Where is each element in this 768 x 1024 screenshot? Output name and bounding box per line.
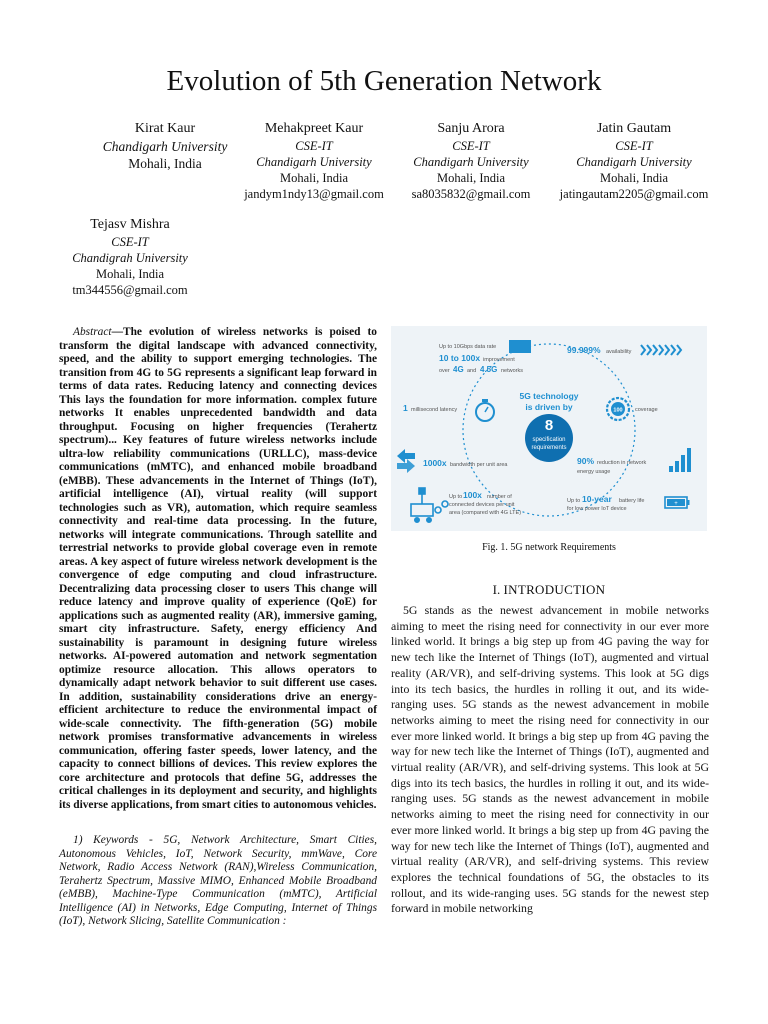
author-name: Sanju Arora bbox=[437, 121, 505, 136]
author-dept: CSE-IT bbox=[295, 139, 333, 153]
abstract-text: —The evolution of wireless networks is poised to transform the digital landscape with advanced connectivity, speed, and the ability to support emerging technologies. The transition from 4G to 5G represents a significant leap forward in terms of data rates. Reducing latency and connecting devices This lays the foundation for more information. complex future networks It enables unprecedented bandwidth and data throughput. Focusing on higher frequencies (Terahertz spectrum)... Key features of future wireless networks include ultra-low reliability communications (URLLC), mass-device communications (mMTC), and enhanced mobile broadband (eMBB). These advancements in the Internet of Things (IoT), artificial intelligence (AI), virtual reality (will support technologies such as VR), automation, which require seamless connectivity and real-time data processing. In the future, networks will integrate communications. Through satellite and terrestrial networks to provide global coverage even in remote areas. A key aspect of future wireless network development is the convergence of edge computing and cloud infrastructure. Decentralizing data processing closer to users This change will reduce latency and improve quality of experience (QoE) for applications such as augmented reality (AR), immersive gaming, smart city infrastructure. Safety, energy efficiency And sustainability is paramount in designing future wireless networks. AI-powered automation and network segmentation optimize resource allocation. This allows operators to dynamically adapt network behavior to suit different use cases. In addition, sustainability considerations drive an energy-efficient architecture to reduce the environmental impact of wide-scale connectivity. The fifth-generation (5G) mobile network promises transformative advancements in wireless communication, offering faster speeds, lower latency, and the capacity to connect billions of devices. This review explores the core architecture and protocols that define 5G, addresses the critical challenges in its deployment and security, and highlights its diverse applications, from smart cities to autonomous vehicles. bbox=[59, 326, 377, 811]
author-location: Mohali, India bbox=[95, 267, 165, 281]
data-rate-rest: improvement bbox=[483, 357, 515, 363]
data-rate-over: over bbox=[439, 368, 450, 374]
author-affiliation: Chandigarh University bbox=[576, 155, 692, 169]
author-email: sa8035832@gmail.com bbox=[411, 187, 531, 201]
availability-number: 99.999% bbox=[567, 345, 601, 355]
author-dept: CSE-IT bbox=[615, 139, 653, 153]
devices-text-2: connected devices per unit bbox=[449, 502, 515, 508]
battery-text-2: for low power IoT device bbox=[567, 506, 627, 512]
center-line-2: is driven by bbox=[525, 402, 573, 412]
section-number: I. bbox=[492, 582, 501, 597]
introduction-text: 5G stands as the newest advancement in mobile networks aiming to meet the rising need for connectivity in our ever more linked world. It brings a big step up from 4G paving the way for new tech like the Internet of Things (IoT), augmented and virtual reality (AR/VR), and self-driving systems. This look at 5G digs into its tech basics, the hurdles in rolling it out, and its wide-ranging uses. 5G stands as the newest advancement in mobile networks aiming to meet the rising need for connectivity in our ever more linked world. It brings a big step up from 4G paving the way for new tech like the Internet of Things (IoT), augmented and virtual reality (AR/VR), and self-driving systems. This look at 5G digs into its tech basics, the hurdles in rolling it out, and its wide-ranging uses. 5G stands as the newest advancement in mobile networks aiming to meet the rising need for connectivity in our ever more linked world. It brings a big step up from 4G paving the way for new tech like the Internet of Things (IoT), augmented and virtual reality (AR/VR), and self-driving systems. This review explores the technical foundations of 5G, the obstacles to its rollout, and its wide-ranging uses. 5G stands for the newest step forward in mobile networking bbox=[391, 603, 709, 916]
author-email: tm344556@gmail.com bbox=[72, 283, 188, 297]
bandwidth-number: 1000x bbox=[423, 458, 447, 468]
data-rate-big: 10 to 100x bbox=[439, 353, 481, 363]
paper-title: Evolution of 5th Generation Network bbox=[166, 65, 602, 97]
author-name: Kirat Kaur bbox=[134, 121, 196, 136]
author-affiliation: Chandigarh University bbox=[102, 139, 228, 154]
availability-text: availability bbox=[606, 349, 632, 355]
data-rate-networks: networks bbox=[501, 368, 524, 374]
figure-5g-requirements bbox=[391, 326, 707, 531]
latency-number: 1 bbox=[403, 403, 408, 413]
author-affiliation: Chandigarh University bbox=[256, 155, 372, 169]
center-line-1: 5G technology bbox=[519, 391, 579, 401]
abstract bbox=[59, 326, 377, 812]
section-heading bbox=[391, 582, 707, 598]
author-location: Mohali, India bbox=[128, 156, 202, 171]
devices-number: 100x bbox=[463, 490, 482, 500]
coverage-icon-label: 100 bbox=[613, 407, 623, 414]
author-email: jandym1ndy13@gmail.com bbox=[244, 187, 384, 201]
center-line-4: requirements bbox=[531, 445, 567, 451]
battery-number: 10-year bbox=[582, 494, 612, 504]
bandwidth-text: bandwidth per unit area bbox=[450, 462, 508, 468]
latency-text: millisecond latency bbox=[411, 407, 458, 413]
data-rate-and: and bbox=[467, 368, 477, 374]
author-affiliation: Chandigarh University bbox=[413, 155, 529, 169]
data-rate-small: Up to 10Gbps data rate bbox=[439, 344, 497, 350]
author-name: Tejasv Mishra bbox=[90, 217, 170, 232]
devices-text-3: area (compared with 4G LTE) bbox=[449, 510, 522, 516]
figure-caption: Fig. 1. 5G network Requirements bbox=[482, 542, 616, 553]
author-dept: CSE-IT bbox=[452, 139, 490, 153]
battery-pre: Up to bbox=[567, 498, 581, 504]
devices-text-1: number of bbox=[487, 494, 512, 500]
author-dept: CSE-IT bbox=[111, 235, 149, 249]
left-column bbox=[59, 326, 377, 929]
energy-text-2: energy usage bbox=[577, 469, 611, 475]
author-location: Mohali, India bbox=[436, 171, 506, 185]
data-rate-45g: 4.5G bbox=[480, 365, 498, 374]
author-block-4 bbox=[554, 120, 714, 202]
author-block-3 bbox=[391, 120, 551, 202]
author-email: jatingautam2205@gmail.com bbox=[559, 187, 709, 201]
abstract-label: Abstract bbox=[73, 326, 112, 338]
infographic bbox=[391, 326, 707, 531]
center-number: 8 bbox=[544, 417, 554, 434]
energy-text-1: reduction in network bbox=[597, 460, 647, 466]
data-rate-4g: 4G bbox=[453, 365, 464, 374]
author-block-2 bbox=[234, 120, 394, 202]
svg-text:+: + bbox=[674, 501, 678, 507]
author-name: Jatin Gautam bbox=[596, 121, 672, 136]
section-title: INTRODUCTION bbox=[503, 582, 606, 597]
battery-text-1: battery life bbox=[619, 498, 645, 504]
author-block-1 bbox=[85, 120, 245, 172]
author-name: Mehakpreet Kaur bbox=[264, 121, 364, 136]
keywords: 1) Keywords - 5G, Network Architecture, Smart Cities, Autonomous Vehicles, IoT, Network Security, mmWave, Core Network, Radio Access Network (RAN),Wireless Communication, Terahertz Spectrum, Massive MIMO, Enhanced Mobile Broadband (eMBB), Machine-Type Communication (mMTC), Artificial Intelligence (AI) in Networks, Edge Computing, Internet of Things (IoT), Network Slicing, Satellite Communication : bbox=[59, 834, 377, 927]
coverage-text: coverage bbox=[635, 407, 658, 413]
author-location: Mohali, India bbox=[279, 171, 349, 185]
author-block-5 bbox=[50, 216, 210, 298]
devices-pre: Up to bbox=[449, 494, 463, 500]
energy-number: 90% bbox=[577, 456, 595, 466]
folder-icon bbox=[509, 340, 531, 353]
center-line-3: specification bbox=[532, 437, 566, 443]
author-location: Mohali, India bbox=[599, 171, 669, 185]
author-affiliation: Chandigrah University bbox=[72, 251, 188, 265]
